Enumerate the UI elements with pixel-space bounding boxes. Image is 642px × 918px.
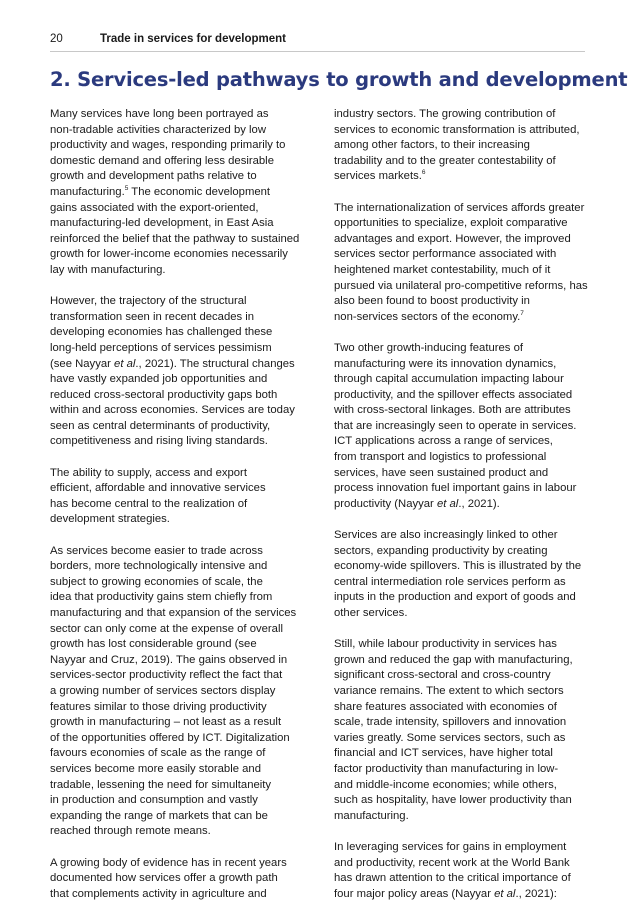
text-line: have vastly expanded job opportunities and	[50, 373, 268, 386]
paragraph	[50, 107, 308, 279]
text-line: documented how services offer a growth path	[50, 872, 278, 885]
text-line: significant cross-sectoral and cross-country	[334, 669, 551, 682]
paragraph	[334, 528, 592, 622]
text-line: sectors, expanding productivity by creating	[334, 544, 548, 557]
paragraph	[334, 201, 592, 326]
text-line: tradable, lessening the need for simultaneity	[50, 778, 272, 791]
text-line: process innovation fuel important gains in labour	[334, 482, 577, 495]
text-line: that are increasingly seen to operate in services.	[334, 419, 577, 432]
text-line: growth for lower-income economies necessarily	[50, 248, 288, 261]
text-line: manufacturing and that expansion of the services	[50, 607, 297, 619]
paragraph	[50, 294, 308, 450]
text-line: The internationalization of services affords greater	[334, 201, 585, 214]
text-line: services become more easily storable and	[50, 762, 261, 775]
text-line: long-held perceptions of services pessimism	[50, 341, 272, 354]
text-line: developing economies has challenged these	[50, 326, 273, 339]
text-line: central intermediation role services perform as	[334, 575, 566, 588]
running-title: Trade in services for development	[100, 33, 286, 45]
text-line: tradability and to the greater contestability of	[334, 154, 556, 167]
text-line: from transport and logistics to professional	[334, 451, 547, 464]
text-line: growth and development paths relative to	[50, 170, 257, 183]
page-number: 20	[50, 33, 63, 45]
text-line: idea that productivity gains stem chiefly from	[50, 591, 273, 604]
text-line: services sector performance associated with	[334, 248, 557, 261]
text-line: features similar to those driving productivity	[50, 700, 267, 713]
text-line: heightened market contestability, much of it	[334, 263, 551, 276]
left-column	[50, 107, 308, 918]
text-line: growth in manufacturing – not least as a result	[50, 716, 282, 729]
text-line: share features associated with economies of	[334, 700, 557, 713]
text-line: Two other growth-inducing features of	[334, 341, 524, 354]
text-line: pursued via unilateral pro-competitive reforms, has	[334, 279, 588, 292]
footnote-ref: 6	[421, 169, 426, 177]
footnote-ref: 5	[124, 184, 129, 192]
text-line: borders, more technologically intensive and	[50, 560, 268, 573]
text-line: economy-wide spillovers. This is illustrated by the	[334, 560, 582, 573]
right-column	[334, 107, 592, 918]
text-line: seen as central determinants of productivity,	[50, 419, 271, 432]
text-line: However, the trajectory of the structural	[50, 295, 247, 308]
text-line: expanding the range of markets that can be	[50, 809, 268, 822]
paragraph	[50, 466, 308, 528]
text-line: in production and consumption and vastly	[50, 794, 258, 807]
text-line: such as hospitality, have lower productivity than	[334, 794, 572, 807]
text-line: manufacturing.$^5$ The economic development	[50, 184, 271, 198]
text-line: through capital accumulation impacting labour	[334, 373, 564, 386]
text-line: and productivity, recent work at the World Bank	[334, 856, 570, 869]
text-line: scale, trade intensity, spillovers and innovation	[334, 716, 567, 729]
text-line: four major policy areas (Nayyar et al., 2021):	[334, 887, 557, 900]
text-line: subject to growing economies of scale, the	[50, 575, 263, 588]
section-title: 2. Services-led pathways to growth and development	[50, 68, 628, 91]
text-line: has drawn attention to the critical importance of	[334, 872, 571, 885]
text-line: development strategies.	[50, 513, 170, 526]
text-line: (see Nayyar et al., 2021). The structural changes	[50, 357, 295, 370]
text-line: domestic demand and offering less desirable	[50, 154, 274, 167]
text-line: gains associated with the export-oriented,	[50, 201, 259, 214]
text-line: financial and ICT services, have higher total	[334, 747, 553, 760]
text-line: Nayyar and Cruz, 2019). The gains observed in	[50, 653, 288, 666]
text-line: efficient, affordable and innovative services	[50, 482, 266, 495]
text-line: manufacturing-led development, in East Asia	[50, 217, 274, 230]
text-line: non-tradable activities characterized by low	[50, 123, 267, 136]
text-line: of the opportunities offered by ICT. Digitalization	[50, 731, 290, 744]
text-line: services to economic transformation is attributed,	[334, 123, 580, 136]
text-line: competitiveness and rising living standards.	[50, 435, 268, 448]
text-line: reduced cross-sectoral productivity gaps both	[50, 388, 278, 401]
text-line: varies greatly. Some services sectors, such as	[334, 731, 566, 744]
paragraph	[334, 341, 592, 513]
paragraph	[50, 544, 308, 840]
text-line: with cross-sectoral linkages. Both are attributes	[334, 404, 571, 417]
paragraph	[334, 107, 592, 185]
text-line: As services become easier to trade across	[50, 544, 263, 557]
text-line: Still, while labour productivity in services has	[334, 638, 557, 651]
text-line: manufacturing.	[334, 809, 409, 822]
text-line: favours economies of scale as the range of	[50, 747, 266, 760]
text-line: industry sectors. The growing contribution of	[334, 108, 556, 120]
text-line: among other factors, to their increasing	[334, 139, 530, 152]
text-line: lay with manufacturing.	[50, 263, 166, 276]
text-line: advantages and export. However, the improved	[334, 232, 571, 245]
text-line: inputs in the production and export of goods and	[334, 591, 576, 604]
text-line: sector can only come at the expense of overall	[50, 622, 283, 635]
paragraph	[334, 637, 592, 824]
text-line: services markets.$^6$	[334, 169, 426, 183]
paragraph	[50, 856, 308, 903]
text-line: Services are also increasingly linked to other	[334, 529, 558, 542]
text-line: In leveraging services for gains in employment	[334, 840, 567, 853]
text-line: manufacturing were its innovation dynamics,	[334, 357, 557, 370]
text-line: reached through remote means.	[50, 825, 211, 838]
text-line: ICT applications across a range of services,	[334, 435, 553, 448]
text-line: reinforced the belief that the pathway to sustained	[50, 232, 300, 245]
text-line: factor productivity than manufacturing in low-	[334, 762, 559, 775]
text-line: a growing number of services sectors display	[50, 684, 276, 697]
text-line: services, have seen sustained product and	[334, 466, 549, 479]
text-line: also been found to boost productivity in	[334, 295, 530, 308]
text-line: A growing body of evidence has in recent years	[50, 856, 287, 869]
text-line: productivity (Nayyar et al., 2021).	[334, 497, 500, 510]
text-line: opportunities to specialize, exploit comparative	[334, 217, 568, 230]
paragraph	[334, 840, 592, 902]
text-line: growth has lost considerable ground (see	[50, 638, 257, 651]
text-line: other services.	[334, 607, 408, 619]
text-line: Many services have long been portrayed as	[50, 108, 269, 120]
text-line: transformation seen in recent decades in	[50, 310, 255, 323]
text-line: The ability to supply, access and export	[50, 466, 247, 479]
text-line: services-sector productivity reflect the fact that	[50, 669, 283, 682]
footnote-ref: 7	[520, 309, 524, 317]
running-header	[50, 33, 585, 52]
text-line: grown and reduced the gap with manufacturing,	[334, 653, 573, 666]
text-line: that complements activity in agriculture and	[50, 887, 267, 900]
text-line: variance remains. The extent to which sectors	[334, 684, 564, 697]
text-line: within and across economies. Services are today	[50, 404, 295, 417]
text-line: non-services sectors of the economy.$^7$	[334, 309, 524, 323]
text-line: and middle-income economies; while others,	[334, 778, 557, 791]
text-line: productivity, and the spillover effects associated	[334, 388, 573, 401]
text-line: has become central to the realization of	[50, 497, 248, 510]
text-line: productivity and wages, responding primarily to	[50, 139, 286, 152]
